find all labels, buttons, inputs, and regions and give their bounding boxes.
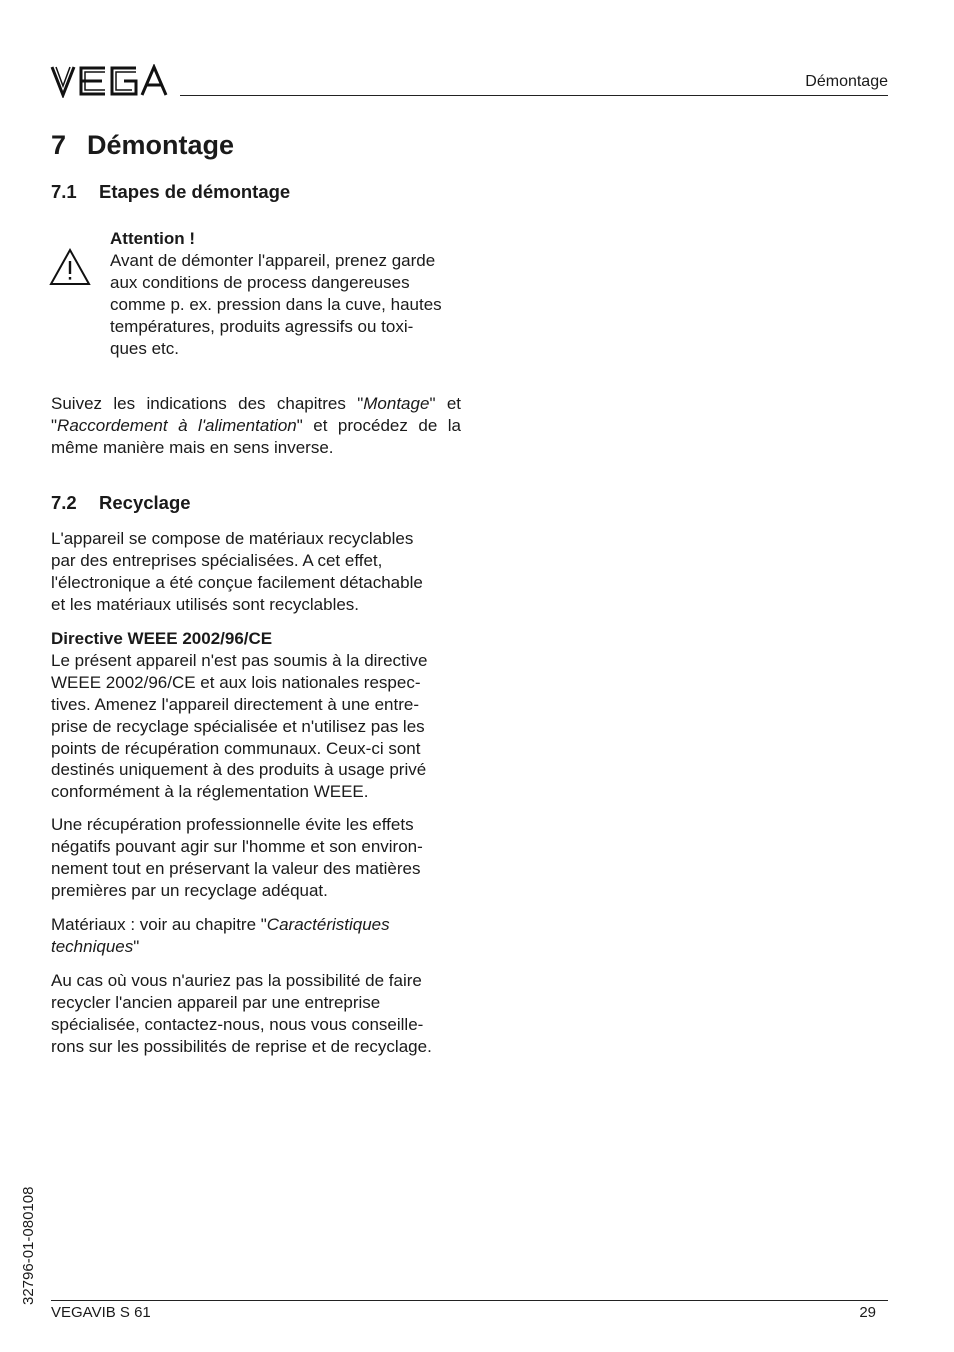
dismantling-paragraph xyxy=(51,393,461,459)
document-id: 32796-01-080108 xyxy=(20,1186,37,1305)
text-run: " et " xyxy=(51,394,462,435)
weee-directive-block xyxy=(51,628,461,803)
text-line: négatifs pouvant agir sur l'homme et son environ- xyxy=(51,836,423,856)
text-line: Au cas où vous n'auriez pas la possibilité de faire xyxy=(51,971,422,990)
text-line: rons sur les possibilités de reprise et de recyclage. xyxy=(51,1036,432,1056)
warning-line: ques etc. xyxy=(110,338,179,358)
chapter-title-text: Démontage xyxy=(87,130,235,160)
header-rule xyxy=(180,95,888,96)
text-run: Matériaux : voir au chapitre " xyxy=(51,915,267,934)
text-line: nement tout en préservant la valeur des matières xyxy=(51,858,421,878)
text-line: destinés uniquement à des produits à usage privé xyxy=(51,760,427,780)
text-line: conformément à la réglementation WEEE. xyxy=(51,782,369,802)
chapter-reference: Raccordement à l'alimentation xyxy=(57,415,297,435)
footer-product: VEGAVIB S 61 xyxy=(51,1304,151,1321)
text-line: recycler l'ancien appareil par une entreprise xyxy=(51,992,381,1012)
section-title-text: Recyclage xyxy=(99,492,191,513)
text-line: par des entreprises spécialisées. A cet effet, xyxy=(51,550,383,570)
text-line: tives. Amenez l'appareil directement à une entre- xyxy=(51,694,419,714)
section-number: 7.2 xyxy=(51,492,77,513)
recycling-paragraph xyxy=(51,528,461,616)
professional-recovery-paragraph xyxy=(51,814,461,902)
warning-triangle-icon xyxy=(48,247,92,287)
vega-logo xyxy=(50,64,168,98)
chapter-title xyxy=(51,128,234,162)
materials-paragraph xyxy=(51,914,431,958)
section-title-text: Etapes de démontage xyxy=(99,181,291,202)
warning-block xyxy=(110,228,462,359)
weee-heading: Directive WEEE 2002/96/CE xyxy=(51,629,273,648)
warning-line: aux conditions de process dangereuses xyxy=(110,272,410,292)
warning-line: températures, produits agressifs ou toxi- xyxy=(110,316,414,336)
warning-line: comme p. ex. pression dans la cuve, hautes xyxy=(110,294,442,314)
section-number: 7.1 xyxy=(51,181,77,202)
text-line: Le présent appareil n'est pas soumis à la directive xyxy=(51,650,428,670)
text-line: spécialisée, contactez-nous, nous vous conseille- xyxy=(51,1014,424,1034)
warning-line: Avant de démonter l'appareil, prenez garde xyxy=(110,250,436,270)
warning-heading: Attention ! xyxy=(110,229,195,248)
text-line: premières par un recyclage adéquat. xyxy=(51,880,328,900)
text-line: points de récupération communaux. Ceux-ci sont xyxy=(51,738,421,758)
footer-rule xyxy=(51,1300,888,1301)
chapter-number: 7 xyxy=(51,130,67,160)
section-title-dismantling xyxy=(51,180,290,204)
chapter-reference: Montage xyxy=(363,394,430,413)
text-run: " et procédez de la même manière mais en sens inverse. xyxy=(51,415,461,457)
section-title-recycling xyxy=(51,491,191,515)
text-run: " xyxy=(133,936,140,956)
text-line: Une récupération professionnelle évite les effets xyxy=(51,815,414,834)
text-line: prise de recyclage spécialisée et n'utilisez pas les xyxy=(51,716,425,736)
contact-paragraph xyxy=(51,970,461,1058)
text-line: L'appareil se compose de matériaux recyclables xyxy=(51,529,414,548)
page-number: 29 xyxy=(859,1304,876,1321)
text-line: WEEE 2002/96/CE et aux lois nationales respec- xyxy=(51,672,421,692)
text-line: et les matériaux utilisés sont recyclables. xyxy=(51,594,360,614)
text-line: l'électronique a été conçue facilement détachable xyxy=(51,572,423,592)
chapter-reference: Caractéristiques techniques xyxy=(51,915,390,956)
running-header: Démontage xyxy=(805,73,888,90)
text-run: Suivez les indications des chapitres " xyxy=(51,394,364,413)
